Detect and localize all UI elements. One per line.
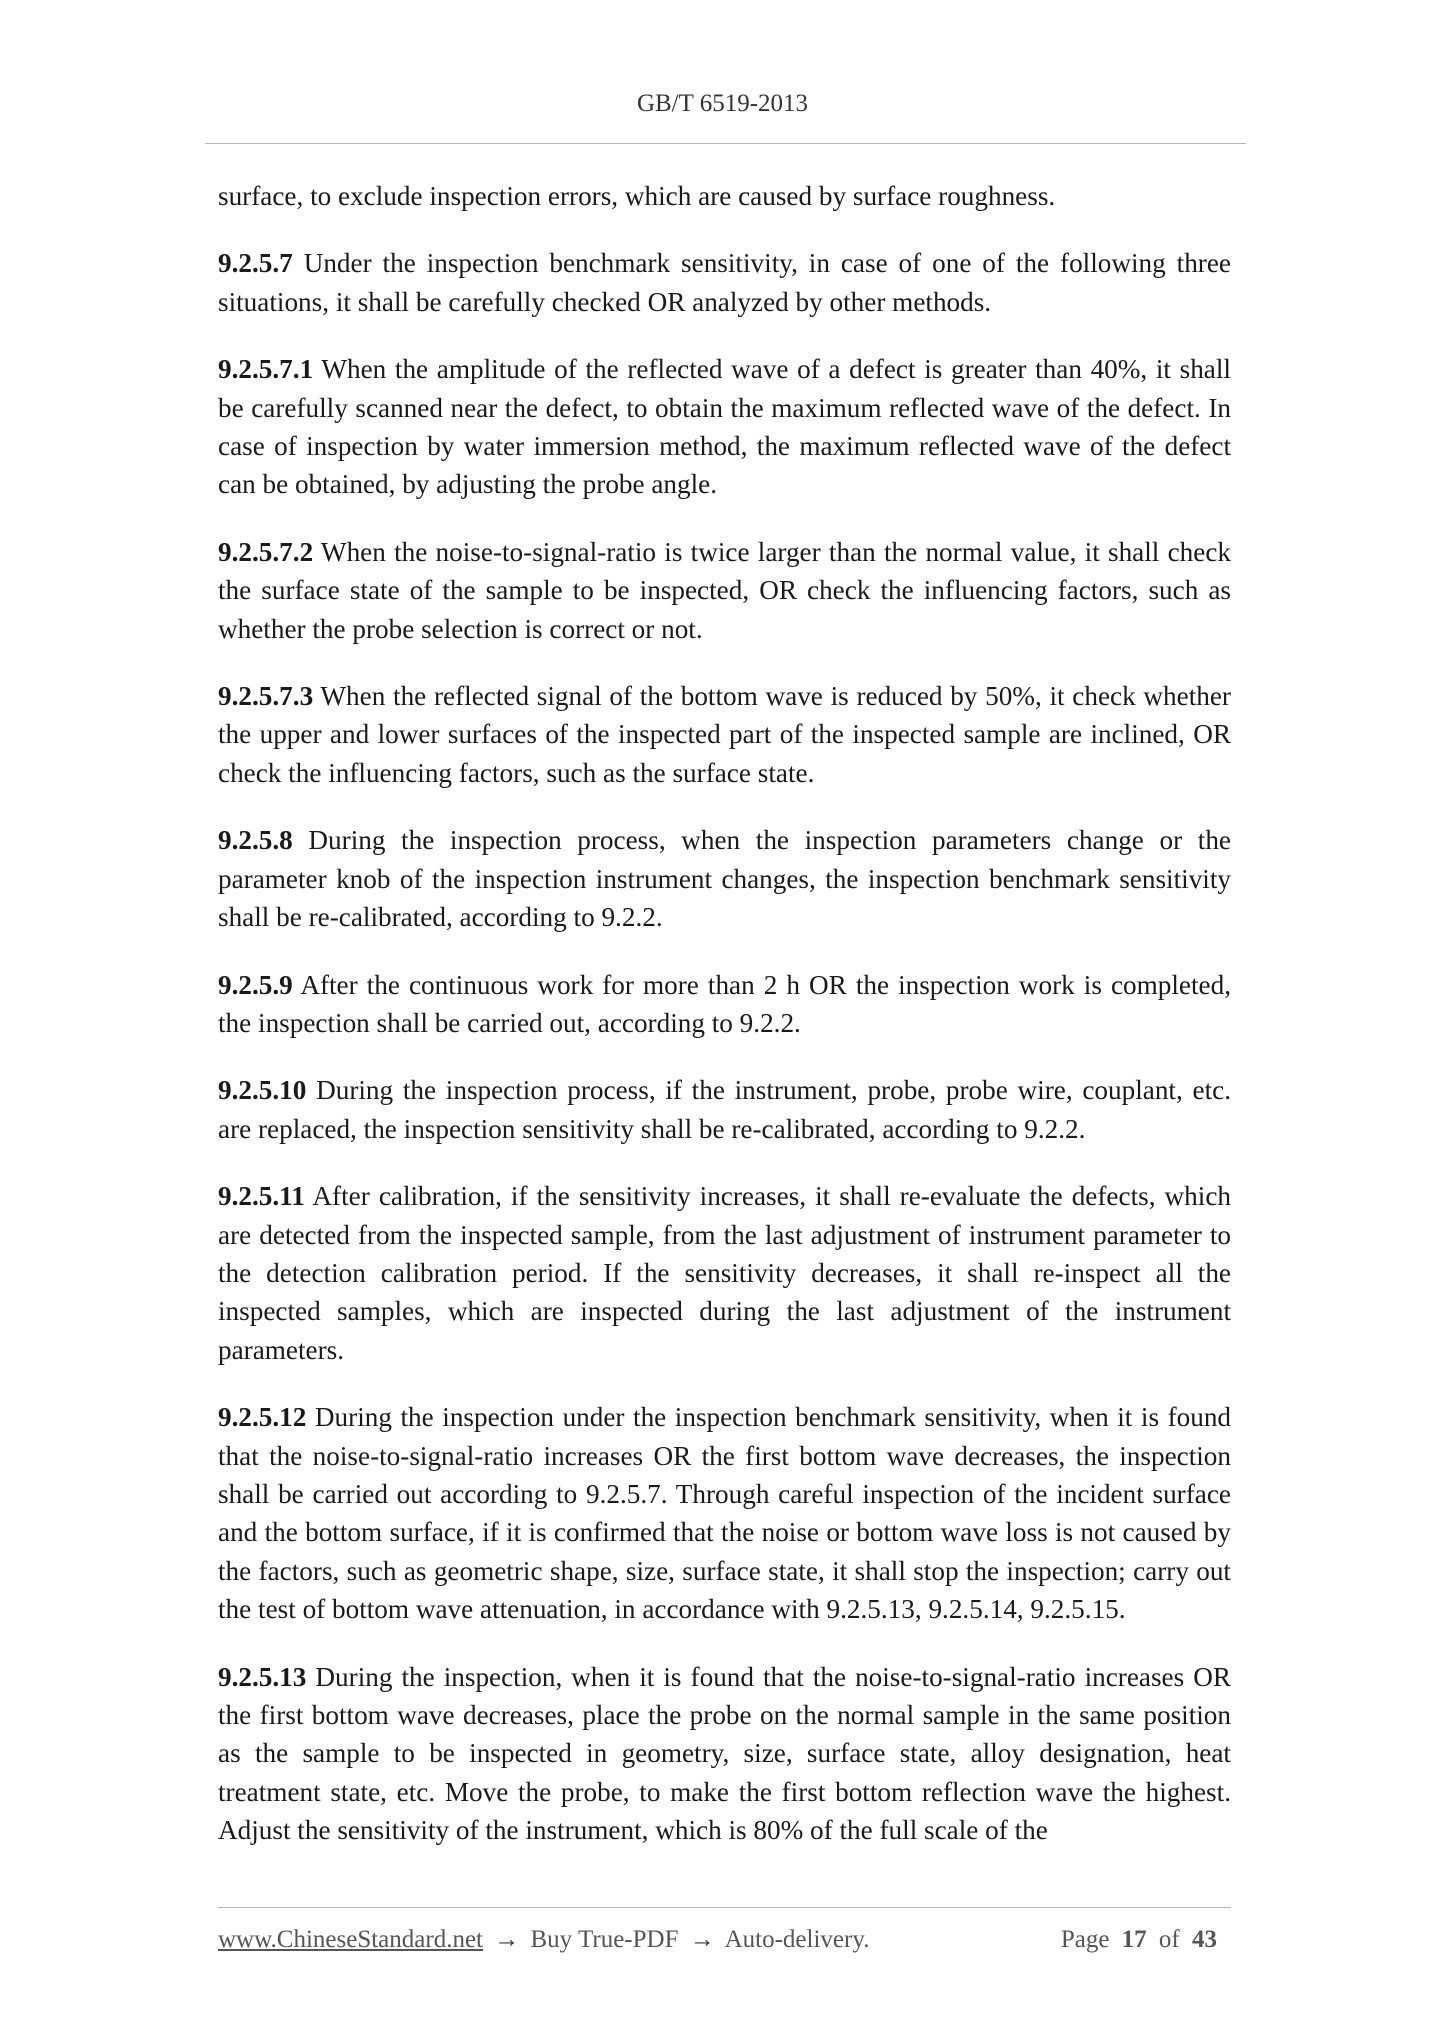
page-indicator	[1061, 1926, 1223, 1954]
clause-number: 9.2.5.12	[218, 1402, 307, 1433]
paragraph-continuation	[218, 177, 1231, 215]
clause-9-2-5-7	[218, 244, 1231, 321]
total-page-count: 43	[1192, 1926, 1217, 1953]
clause-text: When the noise-to-signal-ratio is twice larger than the normal value, it shall check the surface state of the sample to be inspected, OR check the influencing factors, such as whether the probe selection is correct or not.	[218, 536, 1231, 644]
clause-9-2-5-7-1	[218, 350, 1231, 504]
clause-number: 9.2.5.7.2	[218, 536, 314, 567]
clause-9-2-5-8	[218, 821, 1231, 936]
clause-text: After the continuous work for more than 2 h OR the inspection work is completed, the inspection shall be carried out, according to 9.2.2.	[218, 969, 1231, 1038]
clause-9-2-5-9	[218, 966, 1231, 1043]
clause-text: During the inspection process, if the instrument, probe, probe wire, couplant, etc. are replaced, the inspection sensitivity shall be re-calibrated, according to 9.2.2.	[218, 1075, 1231, 1144]
buy-true-pdf-text: Buy True-PDF	[530, 1926, 679, 1953]
clause-9-2-5-13	[218, 1658, 1231, 1850]
clause-number: 9.2.5.13	[218, 1661, 307, 1692]
of-label: of	[1158, 1926, 1180, 1953]
footer-promo	[218, 1926, 869, 1954]
paragraph-text: surface, to exclude inspection errors, which are caused by surface roughness.	[218, 181, 1056, 211]
clause-number: 9.2.5.11	[218, 1181, 305, 1212]
clause-text: When the reflected signal of the bottom wave is reduced by 50%, it check whether the upper and lower surfaces of the inspected part of the inspected sample are inclined, OR check the influencing factors, such as the surface state.	[218, 681, 1231, 788]
clause-text: After calibration, if the sensitivity increases, it shall re-evaluate the defects, which are detected from the inspected sample, from the last adjustment of instrument parameter to the detection calibration period. If the sensitivity decreases, it shall re-inspect all the inspected samples, which are inspected during the last adjustment of the instrument parameters.	[218, 1181, 1231, 1365]
clause-9-2-5-7-2	[218, 533, 1231, 648]
arrow-right-icon: →	[689, 1926, 715, 1953]
current-page-number: 17	[1121, 1926, 1147, 1953]
clause-number: 9.2.5.7.3	[218, 681, 314, 712]
clause-text: During the inspection process, when the inspection parameters change or the parameter knob of the inspection instrument changes, the inspection benchmark sensitivity shall be re-calibrated, according to 9.2.2.	[218, 825, 1231, 933]
clause-number: 9.2.5.7.1	[218, 354, 314, 385]
document-body	[218, 177, 1231, 1879]
clause-number: 9.2.5.8	[218, 825, 293, 856]
footer-divider	[218, 1907, 1231, 1908]
website-link[interactable]: www.ChineseStandard.net	[218, 1926, 483, 1953]
document-header-title: GB/T 6519-2013	[636, 90, 809, 117]
clause-9-2-5-12	[218, 1398, 1231, 1628]
clause-number: 9.2.5.10	[218, 1075, 307, 1106]
clause-text: When the amplitude of the reflected wave of a defect is greater than 40%, it shall be carefully scanned near the defect, to obtain the maximum reflected wave of the defect. In case of inspection by water immersion method, the maximum reflected wave of the defect can be obtained, by adjusting the probe angle.	[218, 354, 1231, 500]
clause-9-2-5-11	[218, 1177, 1231, 1369]
clause-text: During the inspection under the inspection benchmark sensitivity, when it is found that the noise-to-signal-ratio increases OR the first bottom wave decreases, the inspection shall be carried out according to 9.2.5.7. Through careful inspection of the incident surface and the bottom surface, if it is confirmed that the noise or bottom wave loss is not caused by the factors, such as geometric shape, size, surface state, it shall stop the inspection; carry out the test of bottom wave attenuation, in accordance with 9.2.5.13, 9.2.5.14, 9.2.5.15.	[218, 1402, 1232, 1625]
clause-text: During the inspection, when it is found that the noise-to-signal-ratio increases OR the first bottom wave decreases, place the probe on the normal sample in the same position as the sample to be inspected in geometry, size, surface state, alloy designation, heat treatment state, etc. Move the probe, to make the first bottom reflection wave the highest. Adjust the sensitivity of the instrument, which is 80% of the full scale of the	[218, 1661, 1232, 1846]
clause-number: 9.2.5.7	[218, 248, 293, 279]
page-label: Page	[1060, 1926, 1110, 1953]
clause-9-2-5-7-3	[218, 677, 1231, 792]
clause-number: 9.2.5.9	[218, 969, 293, 1000]
arrow-right-icon: →	[494, 1926, 520, 1953]
clause-text: Under the inspection benchmark sensitivity, in case of one of the following three situations, it shall be carefully checked OR analyzed by other methods.	[218, 248, 1231, 317]
clause-9-2-5-10	[218, 1071, 1231, 1148]
auto-delivery-text: Auto-delivery.	[724, 1926, 870, 1953]
header-divider	[205, 143, 1246, 144]
